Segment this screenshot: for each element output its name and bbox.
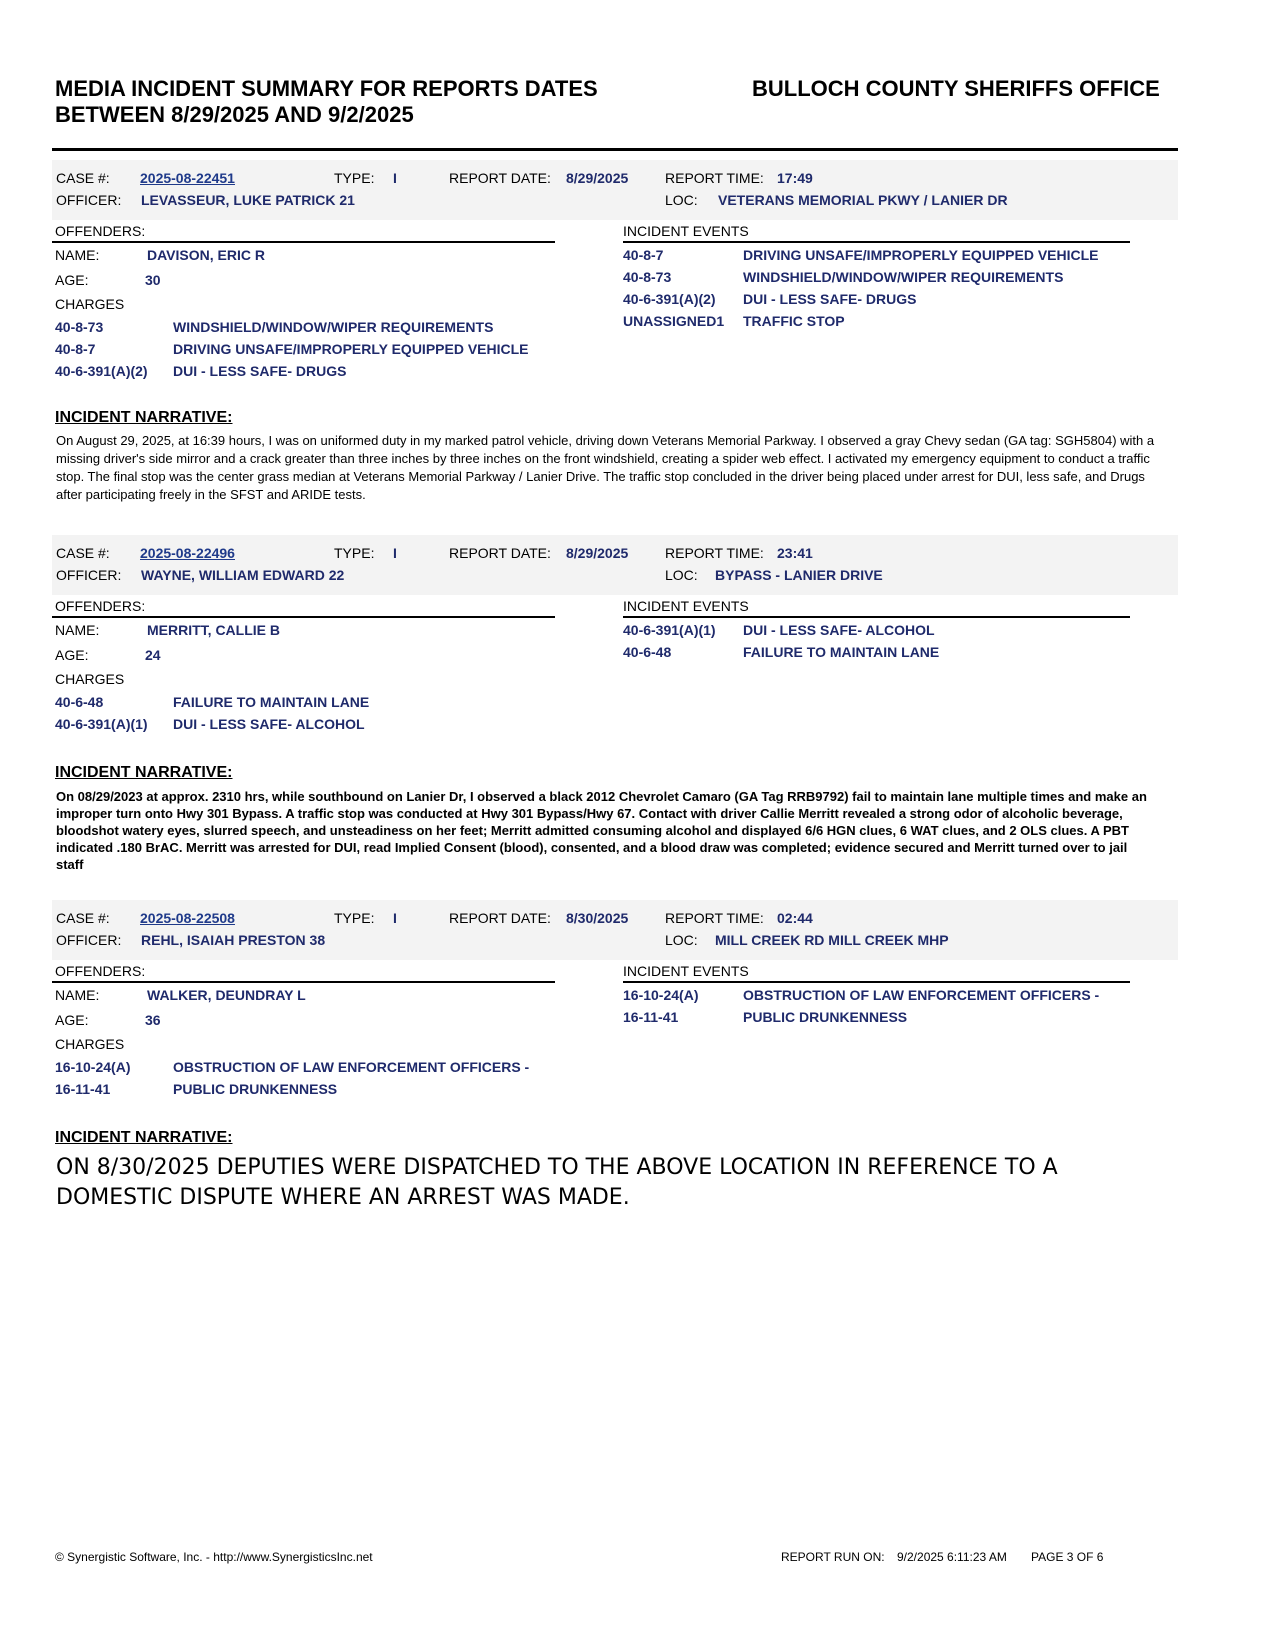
report-time-label: REPORT TIME:: [665, 910, 764, 926]
incident-events-label: INCIDENT EVENTS: [623, 598, 749, 614]
narrative-heading: INCIDENT NARRATIVE:: [55, 409, 233, 426]
report-time-value: 17:49: [777, 170, 813, 186]
offender-name: MERRITT, CALLIE B: [147, 622, 280, 638]
report-run-label: REPORT RUN ON:: [781, 1550, 885, 1564]
type-value: I: [393, 170, 397, 186]
page-title: MEDIA INCIDENT SUMMARY FOR REPORTS DATES BETWEEN 8/29/2025 AND 9/2/2025: [55, 76, 598, 127]
page-number: PAGE 3 OF 6: [1031, 1550, 1104, 1564]
case-number-link[interactable]: 2025-08-22508: [140, 910, 235, 926]
type-value: I: [393, 545, 397, 561]
type-label: TYPE:: [334, 170, 375, 186]
report-time-value: 23:41: [777, 545, 813, 561]
offenders-label: OFFENDERS:: [55, 963, 146, 979]
charge-description: WINDSHIELD/WINDOW/WIPER REQUIREMENTS: [173, 319, 494, 335]
charge-code: 16-10-24(A): [55, 1059, 131, 1075]
event-description: DRIVING UNSAFE/IMPROPERLY EQUIPPED VEHICLE: [743, 247, 1099, 263]
incident-block: [0, 535, 1275, 875]
event-code: 16-11-41: [623, 1009, 679, 1025]
report-date-label: REPORT DATE:: [449, 910, 551, 926]
officer-value: REHL, ISAIAH PRESTON 38: [141, 932, 326, 948]
report-date-value: 8/30/2025: [566, 910, 629, 926]
location-value: BYPASS - LANIER DRIVE: [715, 567, 883, 583]
location-label: LOC:: [665, 192, 698, 208]
location-label: LOC:: [665, 932, 698, 948]
type-label: TYPE:: [334, 545, 375, 561]
event-code: 40-8-7: [623, 247, 664, 263]
charge-description: DRIVING UNSAFE/IMPROPERLY EQUIPPED VEHICLE: [173, 341, 529, 357]
charge-description: FAILURE TO MAINTAIN LANE: [173, 694, 370, 710]
offender-age: 30: [145, 272, 161, 288]
report-date-label: REPORT DATE:: [449, 545, 551, 561]
narrative-text: ON 8/30/2025 DEPUTIES WERE DISPATCHED TO THE ABOVE LOCATION IN REFERENCE TO A DOMESTIC DISPUTE WHERE AN ARREST WAS MADE.: [56, 1155, 1058, 1210]
events-rule: [623, 616, 1130, 618]
incident-events-label: INCIDENT EVENTS: [623, 963, 749, 979]
age-label: AGE:: [55, 272, 89, 288]
charge-code: 40-8-73: [55, 319, 104, 335]
offenders-rule: [52, 616, 555, 618]
case-label: CASE #:: [56, 545, 110, 561]
footer-copyright: © Synergistic Software, Inc. - http://www.SynergisticsInc.net: [55, 1550, 373, 1564]
charge-code: 40-6-48: [55, 694, 104, 710]
report-run-value: 9/2/2025 6:11:23 AM: [897, 1550, 1007, 1564]
event-code: 40-6-391(A)(2): [623, 291, 716, 307]
incident-block: [0, 160, 1275, 500]
incident-block: [0, 900, 1275, 1220]
event-code: 40-6-391(A)(1): [623, 622, 716, 638]
offenders-rule: [52, 241, 555, 243]
incident-events-label: INCIDENT EVENTS: [623, 223, 749, 239]
type-value: I: [393, 910, 397, 926]
charges-label: CHARGES: [55, 1036, 125, 1052]
charge-code: 40-8-7: [55, 341, 96, 357]
narrative-heading: INCIDENT NARRATIVE:: [55, 1129, 233, 1146]
offenders-rule: [52, 981, 555, 983]
case-header: [52, 900, 1178, 960]
charge-description: DUI - LESS SAFE- DRUGS: [173, 363, 347, 379]
charge-code: 40-6-391(A)(1): [55, 716, 148, 732]
narrative-text: On 08/29/2023 at approx. 2310 hrs, while southbound on Lanier Dr, I observed a black 2012 Chevrolet Camaro (GA Tag RRB9792) fail to maintain lane multiple times and make an improper turn onto Hwy 301 Bypass. A traffic stop was conducted at Hwy 301 Bypass/Hwy 67. Contact with driver Callie Merritt revealed a strong odor of alcoholic beverage, bloodshot watery eyes, slurred speech, and unsteadiness on her feet; Merritt admitted consuming alcohol and displayed 6/6 HGN clues, 6 WAT clues, and 2 OLS clues. A PBT indicated .180 BrAC. Merritt was arrested for DUI, read Implied Consent (blood), consented, and a blood draw was completed; evidence secured and Merritt turned over to jail staff: [56, 789, 1147, 872]
events-rule: [623, 981, 1130, 983]
event-description: DUI - LESS SAFE- ALCOHOL: [743, 622, 935, 638]
offender-name: DAVISON, ERIC R: [147, 247, 265, 263]
report-date-value: 8/29/2025: [566, 170, 629, 186]
type-label: TYPE:: [334, 910, 375, 926]
case-number-link[interactable]: 2025-08-22451: [140, 170, 235, 186]
case-label: CASE #:: [56, 910, 110, 926]
charges-label: CHARGES: [55, 671, 125, 687]
narrative-text: On August 29, 2025, at 16:39 hours, I was on uniformed duty in my marked patrol vehicle, driving down Veterans Memorial Parkway. I observed a gray Chevy sedan (GA tag: SGH5804) with a missing driver's side mirror and a crack greater than three inches by three inches on the front windshield, creating a spider web effect. I activated my emergency equipment to conduct a traffic stop. The final stop was the center grass median at Veterans Memorial Parkway / Lanier Drive. The traffic stop concluded in the driver being placed under arrest for DUI, less safe, and Drugs after participating freely in the SFST and ARIDE tests.: [56, 433, 1155, 502]
offenders-label: OFFENDERS:: [55, 223, 146, 239]
agency-name: BULLOCH COUNTY SHERIFFS OFFICE: [752, 76, 1160, 101]
location-value: MILL CREEK RD MILL CREEK MHP: [715, 932, 949, 948]
name-label: NAME:: [55, 987, 100, 1003]
charge-description: PUBLIC DRUNKENNESS: [173, 1081, 338, 1097]
case-header: [52, 535, 1178, 595]
events-rule: [623, 241, 1130, 243]
event-description: FAILURE TO MAINTAIN LANE: [743, 644, 940, 660]
event-code: 40-6-48: [623, 644, 672, 660]
narrative-heading: INCIDENT NARRATIVE:: [55, 764, 233, 781]
event-code: UNASSIGNED1: [623, 313, 725, 329]
offender-age: 36: [145, 1012, 161, 1028]
event-description: PUBLIC DRUNKENNESS: [743, 1009, 908, 1025]
charge-description: OBSTRUCTION OF LAW ENFORCEMENT OFFICERS -: [173, 1059, 530, 1075]
charge-code: 40-6-391(A)(2): [55, 363, 148, 379]
report-time-value: 02:44: [777, 910, 813, 926]
offender-age: 24: [145, 647, 161, 663]
event-description: OBSTRUCTION OF LAW ENFORCEMENT OFFICERS -: [743, 987, 1100, 1003]
case-header: [52, 160, 1178, 220]
charges-label: CHARGES: [55, 296, 125, 312]
report-time-label: REPORT TIME:: [665, 545, 764, 561]
location-value: VETERANS MEMORIAL PKWY / LANIER DR: [718, 192, 1008, 208]
event-code: 16-10-24(A): [623, 987, 699, 1003]
officer-label: OFFICER:: [56, 567, 122, 583]
case-label: CASE #:: [56, 170, 110, 186]
charge-code: 16-11-41: [55, 1081, 111, 1097]
report-date-value: 8/29/2025: [566, 545, 629, 561]
report-date-label: REPORT DATE:: [449, 170, 551, 186]
name-label: NAME:: [55, 247, 100, 263]
event-description: DUI - LESS SAFE- DRUGS: [743, 291, 917, 307]
officer-label: OFFICER:: [56, 932, 122, 948]
event-code: 40-8-73: [623, 269, 672, 285]
event-description: WINDSHIELD/WINDOW/WIPER REQUIREMENTS: [743, 269, 1064, 285]
charge-description: DUI - LESS SAFE- ALCOHOL: [173, 716, 365, 732]
case-number-link[interactable]: 2025-08-22496: [140, 545, 235, 561]
report-time-label: REPORT TIME:: [665, 170, 764, 186]
officer-value: LEVASSEUR, LUKE PATRICK 21: [141, 192, 355, 208]
offender-name: WALKER, DEUNDRAY L: [147, 987, 306, 1003]
title-divider: [52, 148, 1178, 151]
offenders-label: OFFENDERS:: [55, 598, 146, 614]
age-label: AGE:: [55, 647, 89, 663]
location-label: LOC:: [665, 567, 698, 583]
event-description: TRAFFIC STOP: [743, 313, 845, 329]
officer-label: OFFICER:: [56, 192, 122, 208]
age-label: AGE:: [55, 1012, 89, 1028]
officer-value: WAYNE, WILLIAM EDWARD 22: [141, 567, 345, 583]
name-label: NAME:: [55, 622, 100, 638]
